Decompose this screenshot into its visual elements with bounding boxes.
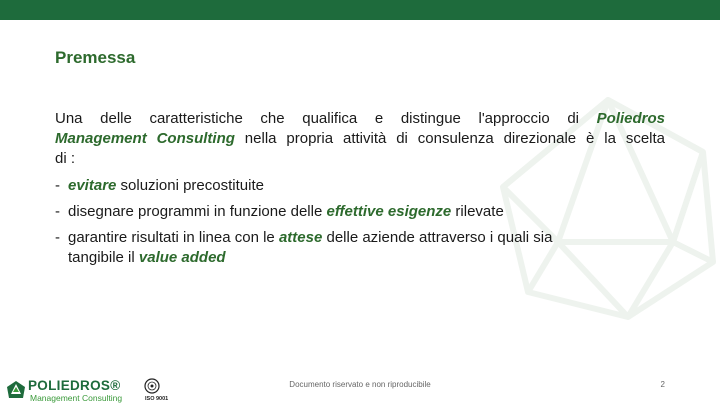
bullet-text: disegnare programmi in funzione delle (68, 203, 327, 220)
bullet-dash: - (55, 177, 60, 194)
bullet-text: soluzioni precostituite (116, 177, 264, 194)
intro-line-1 (55, 109, 665, 129)
top-bar (0, 0, 720, 20)
slide-title: Premessa (55, 48, 136, 67)
bullet-text: tangibile il (68, 249, 139, 266)
intro-line-2 (55, 129, 665, 149)
bullet-dash: - (55, 229, 60, 246)
logo-name: POLIEDROS® (28, 378, 121, 393)
brand-management-consulting: Management Consulting (55, 130, 235, 147)
intro-line-3: di : (55, 150, 76, 167)
page-number: 2 (660, 380, 665, 389)
bullet-emphasis: attese (278, 229, 323, 246)
bullet-text: rilevate (451, 203, 504, 220)
bullet-item (55, 228, 615, 268)
bullet-emphasis: value added (138, 249, 226, 266)
bullet-list (55, 176, 615, 274)
bullet-emphasis: evitare (68, 177, 117, 194)
iso-label: ISO 9001 (145, 396, 169, 402)
confidential-note: Documento riservato e non riproducibile (289, 380, 431, 389)
bullet-dash: - (55, 203, 60, 220)
bullet-emphasis: effettive esigenze (326, 203, 452, 220)
intro-paragraph (55, 109, 665, 169)
brand-poliedros: Poliedros (596, 110, 666, 127)
bullet-item (55, 202, 615, 222)
logo-subtitle: Management Consulting (30, 393, 123, 403)
bullet-text: garantire risultati in linea con le (68, 229, 279, 246)
intro-text-1: Una delle caratteristiche che qualifica e distingue l'approccio di (55, 110, 580, 127)
bullet-text: delle aziende attraverso i quali sia (322, 229, 553, 246)
intro-text-2: nella propria attività di consulenza direzionale è la scelta (234, 130, 665, 147)
bullet-item (55, 176, 615, 196)
